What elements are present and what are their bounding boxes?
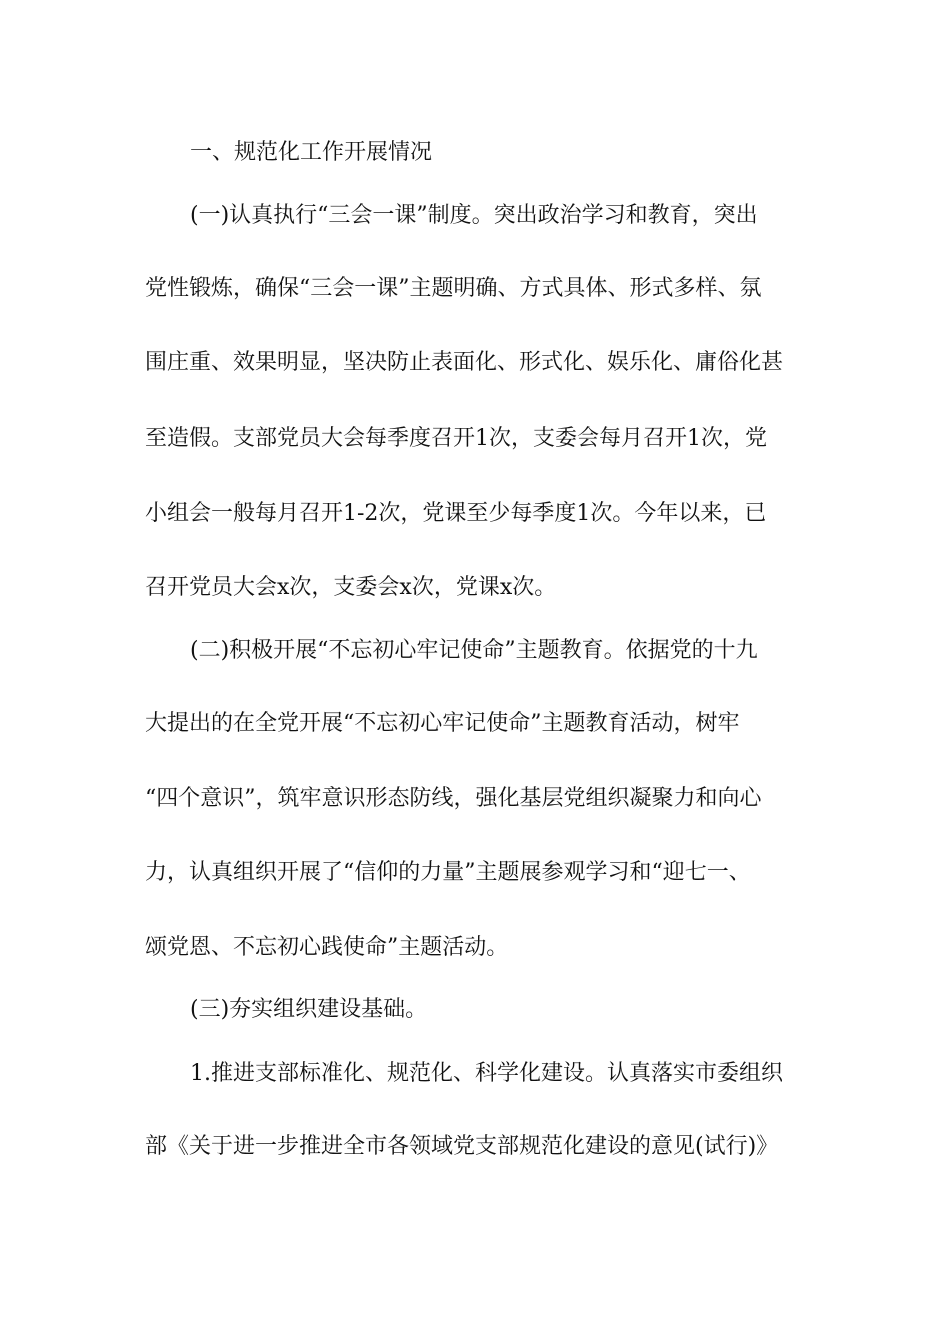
section-heading: 一、规范化工作开展情况 [190, 140, 433, 165]
paragraph-2-line-3: “四个意识”，筑牢意识形态防线，强化基层党组织凝聚力和向心 [145, 786, 762, 811]
paragraph-3-heading: (三)夯实组织建设基础。 [190, 997, 428, 1022]
paragraph-2-line-5: 颂党恩、不忘初心践使命”主题活动。 [145, 935, 509, 960]
paragraph-2-line-2: 大提出的在全党开展“不忘初心牢记使命”主题教育活动，树牢 [145, 711, 740, 736]
paragraph-2-line-4: 力，认真组织开展了“信仰的力量”主题展参观学习和“迎七一、 [145, 860, 751, 885]
paragraph-1-line-3: 围庄重、效果明显，坚决防止表面化、形式化、娱乐化、庸俗化甚 [145, 350, 784, 375]
paragraph-1-line-6: 召开党员大会x次，支委会x次，党课x次。 [145, 575, 557, 600]
paragraph-2-line-1: (二)积极开展“不忘初心牢记使命”主题教育。依据党的十九 [190, 638, 758, 663]
paragraph-1-line-2: 党性锻炼，确保“三会一课”主题明确、方式具体、形式多样、氛 [145, 276, 762, 301]
paragraph-4-line-1: 1.推进支部标准化、规范化、科学化建设。认真落实市委组织 [190, 1061, 783, 1086]
paragraph-4-line-2: 部《关于进一步推进全市各领域党支部规范化建设的意见(试行)》 [145, 1134, 779, 1159]
paragraph-1-line-1: (一)认真执行“三会一课”制度。突出政治学习和教育，突出 [190, 203, 758, 228]
paragraph-1-line-5: 小组会一般每月召开1-2次，党课至少每季度1次。今年以来，已 [145, 501, 767, 526]
paragraph-1-line-4: 至造假。支部党员大会每季度召开1次，支委会每月召开1次，党 [145, 426, 767, 451]
